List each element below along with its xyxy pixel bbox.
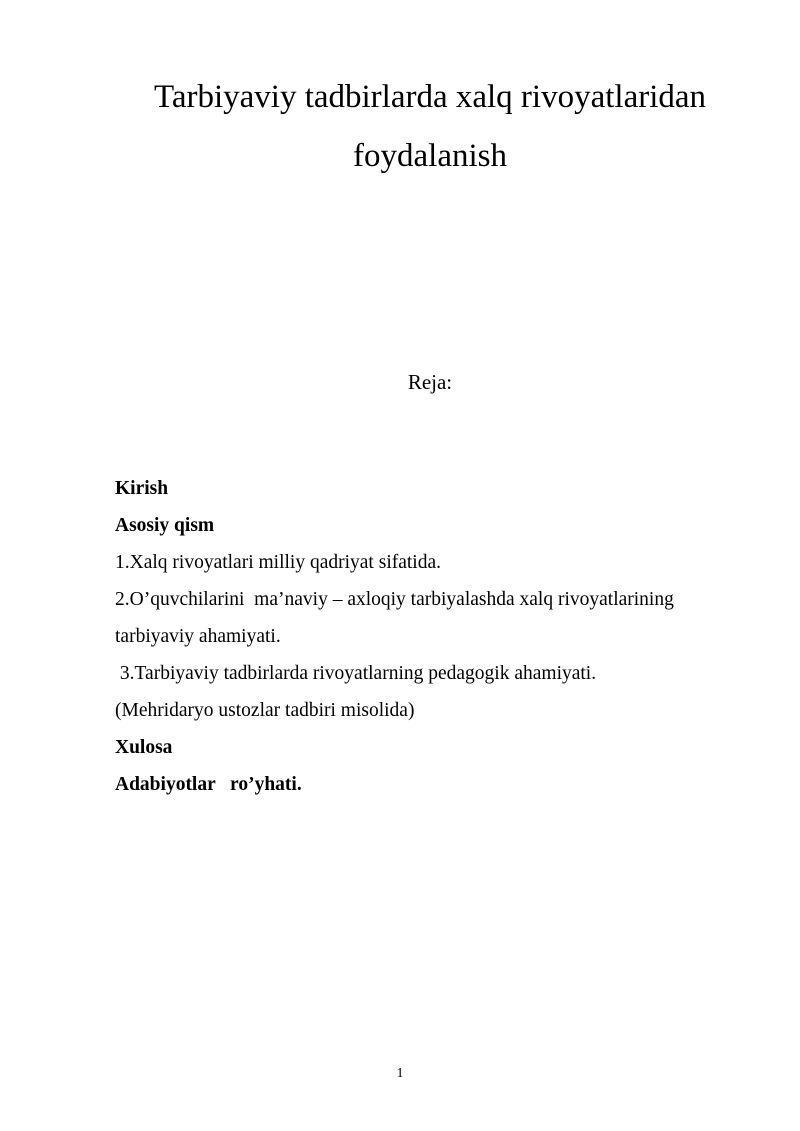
toc-item-section-2-continued: tarbiyaviy ahamiyati. — [115, 626, 281, 647]
document-title-line-2: foydalanish — [353, 138, 507, 174]
document-title-line-1: Tarbiyaviy tadbirlarda xalq rivoyatlaridan — [153, 79, 707, 115]
toc-item-introduction: Kirish — [115, 478, 169, 499]
toc-item-references: Adabiyotlar ro’yhati. — [115, 774, 302, 795]
toc-item-section-2: 2.O’quvchilarini ma’naviy – axloqiy tarbiyalashda xalq rivoyatlarining — [115, 589, 674, 610]
table-of-contents — [115, 476, 745, 809]
toc-item-section-1: 1.Xalq rivoyatlari milliy qadriyat sifatida. — [115, 552, 441, 573]
toc-item-main-part: Asosiy qism — [115, 515, 215, 536]
plan-heading: Reja: — [407, 370, 453, 394]
toc-item-section-3-note: (Mehridaryo ustozlar tadbiri misolida) — [115, 700, 415, 721]
toc-item-conclusion: Xulosa — [115, 737, 173, 758]
page-number: 1 — [396, 1066, 404, 1081]
toc-item-section-3: 3.Tarbiyaviy tadbirlarda rivoyatlarning pedagogik ahamiyati. — [115, 663, 597, 684]
